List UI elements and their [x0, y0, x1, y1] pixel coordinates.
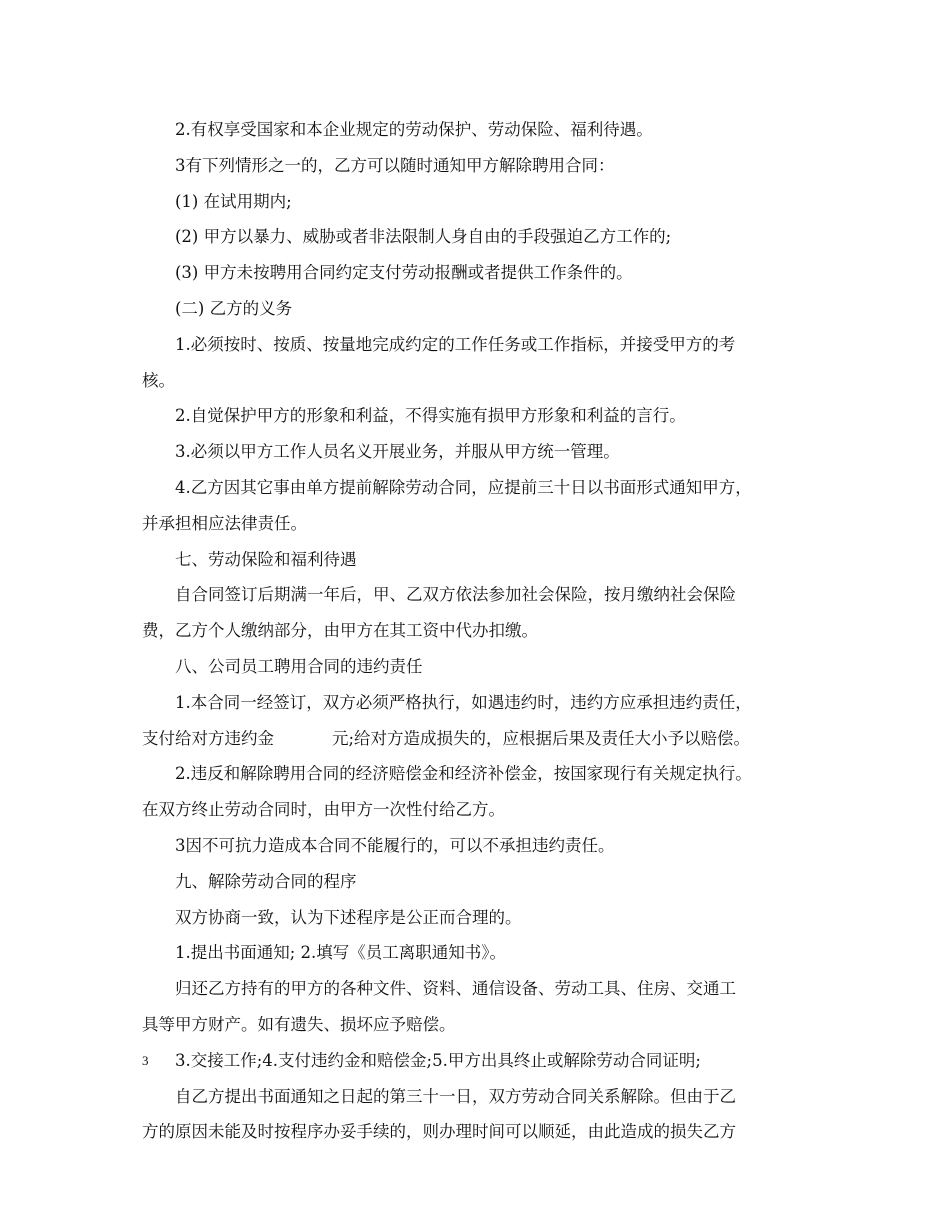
paragraph-line: 归还乙方持有的甲方的各种文件、资料、通信设备、劳动工具、住房、交通工	[175, 979, 736, 999]
paragraph-line	[142, 721, 822, 757]
document-body	[142, 112, 822, 1150]
paragraph-line: 并承担相应法律责任。	[142, 513, 307, 533]
paragraph-line: 方的原因未能及时按程序办妥手续的，则办理时间可以顺延，由此造成的损失乙方	[142, 1122, 736, 1142]
paragraph-line: 2.有权享受国家和本企业规定的劳动保护、劳动保险、福利待遇。	[175, 120, 653, 139]
paragraph-line: 费，乙方个人缴纳部分，由甲方在其工资中代办扣缴。	[142, 621, 538, 641]
paragraph-line: (2) 甲方以暴力、威胁或者非法限制人身自由的手段强迫乙方工作的;	[175, 227, 672, 247]
paragraph-line: (1) 在试用期内;	[175, 191, 292, 211]
paragraph-line: 1.本合同一经签订，双方必须严格执行，如遇违约时，违约方应承担违约责任，	[175, 692, 752, 712]
paragraph-line: 3.必须以甲方工作人员名义开展业务，并服从甲方统一管理。	[175, 442, 620, 462]
page-number: 3	[142, 1053, 149, 1068]
paragraph-line: 自乙方提出书面通知之日起的第三十一日，双方劳动合同关系解除。但由于乙	[175, 1086, 736, 1106]
paragraph-line: 双方协商一致，认为下述程序是公正而合理的。	[175, 907, 522, 927]
line-text-after-blank: 元;给对方造成损失的，应根据后果及责任大小予以赔偿。	[332, 728, 751, 748]
paragraph-line: 1.提出书面通知; 2.填写《员工离职通知书》。	[175, 943, 507, 963]
paragraph-line: 2.自觉保护甲方的形象和利益，不得实施有损甲方形象和利益的言行。	[175, 406, 686, 426]
section-heading: 九、解除劳动合同的程序	[175, 871, 357, 891]
paragraph-line: 自合同签订后期满一年后，甲、乙双方依法参加社会保险，按月缴纳社会保险	[175, 585, 736, 605]
paragraph-line: 3因不可抗力造成本合同不能履行的，可以不承担违约责任。	[175, 835, 615, 855]
section-heading: (二) 乙方的义务	[175, 298, 293, 318]
paragraph-line: (3) 甲方未按聘用合同约定支付劳动报酬或者提供工作条件的。	[175, 263, 633, 283]
paragraph-line: 3.交接工作;4.支付违约金和赔偿金;5.甲方出具终止或解除劳动合同证明;	[175, 1050, 701, 1070]
paragraph-line: 2.违反和解除聘用合同的经济赔偿金和经济补偿金，按国家现行有关规定执行。	[175, 764, 752, 784]
section-heading: 七、劳动保险和福利待遇	[175, 549, 357, 569]
line-text-before-blank: 支付给对方违约金	[142, 728, 274, 748]
paragraph-line: 4.乙方因其它事由单方提前解除劳动合同，应提前三十日以书面形式通知甲方，	[175, 477, 752, 497]
paragraph-line: 核。	[142, 370, 175, 390]
paragraph-line: 在双方终止劳动合同时，由甲方一次性付给乙方。	[142, 800, 505, 820]
section-heading: 八、公司员工聘用合同的违约责任	[175, 656, 423, 676]
paragraph-line: 3有下列情形之一的，乙方可以随时通知甲方解除聘用合同：	[175, 155, 615, 175]
paragraph-line: 1.必须按时、按质、按量地完成约定的工作任务或工作指标，并接受甲方的考	[175, 334, 736, 354]
paragraph-line: 具等甲方财产。如有遗失、损坏应予赔偿。	[142, 1014, 456, 1034]
